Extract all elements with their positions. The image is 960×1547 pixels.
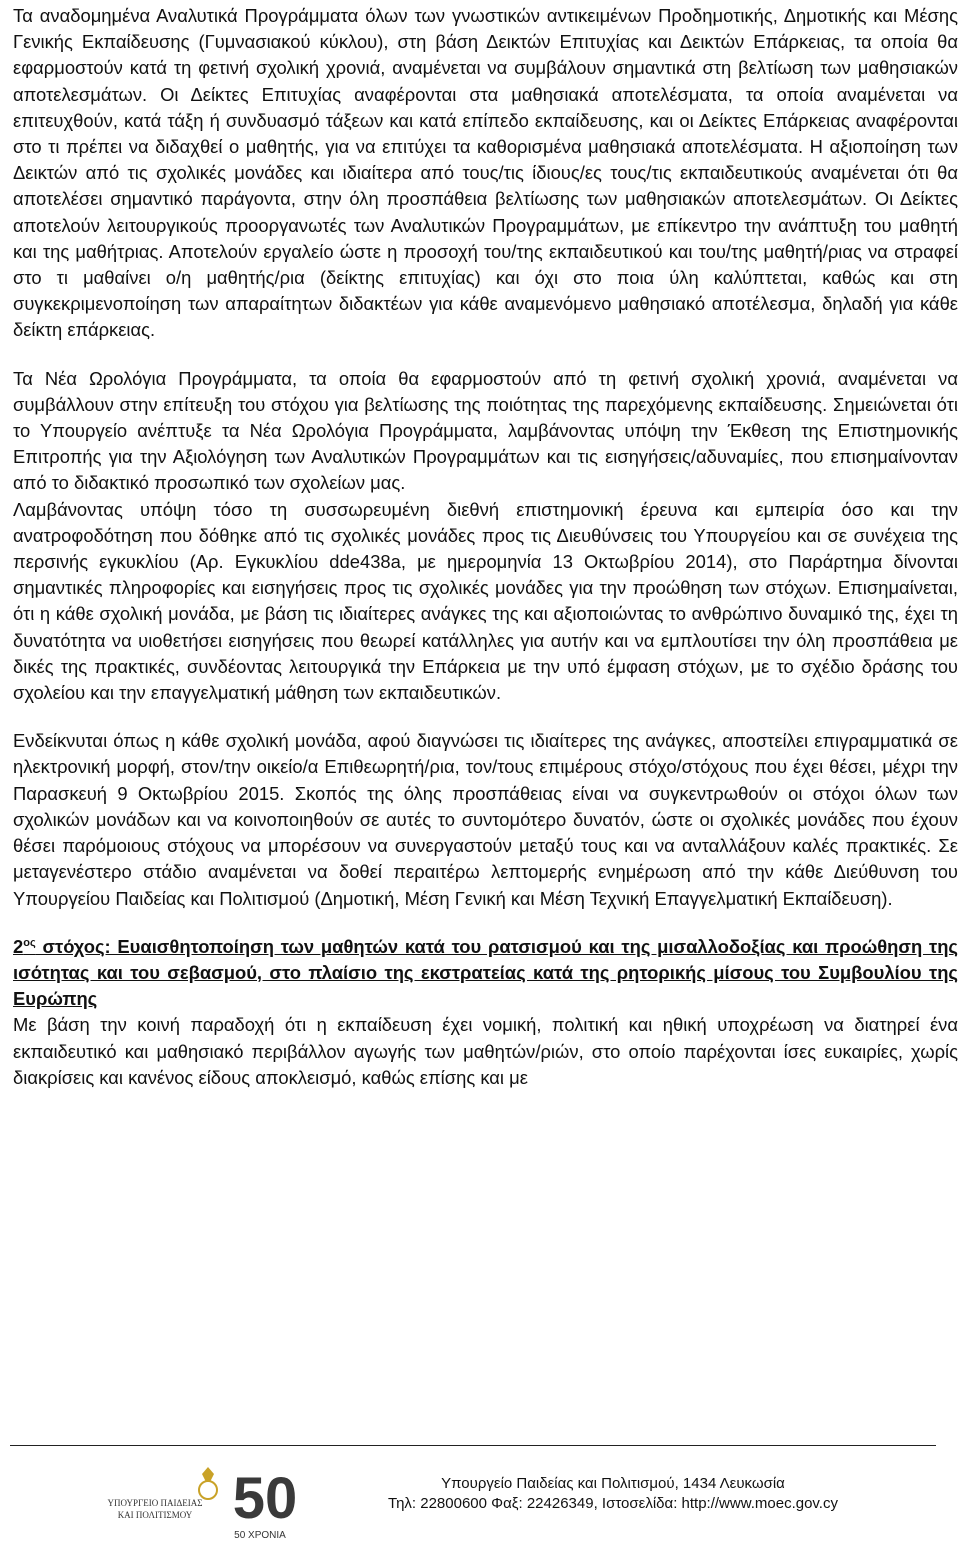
heading-ordinal: ος [23,936,36,949]
ministry-emblem-icon [90,1460,320,1542]
footer [370,1474,856,1514]
document-body [13,3,958,1091]
logo-ministry-line1: ΥΠΟΥΡΓΕΙΟ ΠΑΙΔΕΙΑΣ [107,1498,203,1508]
logo-anniversary-number: 50 [232,1466,298,1531]
footer-contact: Τηλ: 22800600 Φαξ: 22426349, Ιστοσελίδα: http://www.moec.gov.cy [388,1495,838,1512]
paragraph-feedback: Λαμβάνοντας υπόψη τόσο τη συσσωρευμένη διεθνή επιστημονική έρευνα και εμπειρία όσο και την ανατροφοδότηση που δόθηκε από τις σχολικές μονάδες προς τις Διευθύνσεις του Υπουργείου και σε συνέχεια της περσινής εγκυκλίου (Αρ. Εγκυκλίου dde438a, με ημερομηνία 13 Οκτωβρίου 2014), στο Παράρτημα δίνονται σημαντικές πληροφορίες και εισηγήσεις προς τις σχολικές μονάδες για την προώθηση των στόχων. Επισημαίνεται, ότι η κάθε σχολική μονάδα, με βάση τις ιδιαίτερες ανάγκες της και αξιοποιώντας το ανθρώπινο δυναμικό της, έχει τη δυνατότητα να υιοθετήσει εισηγήσεις που θεωρεί κατάλληλες για αυτήν και να εμπλουτίσει την όλη προσπάθεια με δικές της πρακτικές, συνδέοντας λειτουργικά την Επάρκεια με την υπό έμφαση στόχων, με το σχέδιο δράσης του σχολείου και την επαγγελματική μάθηση των εκπαιδευτικών. [13,498,958,704]
paragraph-success-indicators: Τα αναδομημένα Αναλυτικά Προγράμματα όλων των γνωστικών αντικειμένων Προδημοτικής, Δημοτικής και Μέσης Γενικής Εκπαίδευσης (Γυμνασιακού κύκλου), στη βάση Δεικτών Επιτυχίας και Δεικτών Επάρκειας, τα οποία θα εφαρμοστούν κατά τη φετινή σχολική χρονιά, αναμένεται να συμβάλουν σημαντικά στη βελτίωση των μαθησιακών αποτελεσμάτων. Οι Δείκτες Επιτυχίας αναφέρονται στα μαθησιακά αποτελέσματα, τα οποία αναμένεται να επιτευχθούν, κατά τάξη ή συνδυασμό τάξεων και κατά επίπεδο εκπαίδευσης, και οι Δείκτες Επάρκειας αναφέρονται στο τι πρέπει να διδαχθεί ο μαθητής, για να επιτύχει τα καθορισμένα μαθησιακά αποτελέσματα. Η αξιοποίηση των Δεικτών από τις σχολικές μονάδες και ιδιαίτερα από τους/τις ίδιους/ες τους/τις εκπαιδευτικούς αναμένεται ότι θα αποτελέσει σημαντικό παράγοντα, στην όλη προσπάθεια βελτίωσης των μαθησιακών αποτελεσμάτων. Οι Δείκτες αποτελούν λειτουργικούς προοργανωτές των Αναλυτικών Προγραμμάτων, με επίκεντρο την ανάπτυξη του μαθητή και της μαθήτριας. Αποτελούν εργαλείο ώστε η προσοχή του/της εκπαιδευτικού και του/της μαθητή/ριας να στραφεί στο τι μαθαίνει ο/η μαθητής/ρια (δείκτης επιτυχίας) και όχι στο ποια ύλη καλύπτεται, καθώς και στη συγκεκριμενοποίηση των απαραίτητων διδακτέων για κάθε αναμενόμενο μαθησιακό αποτέλεσμα, δηλαδή για κάθε δείκτη επάρκειας. [13,5,958,341]
ministry-logo [90,1460,320,1542]
logo-ministry-line2: ΚΑΙ ΠΟΛΙΤΙΣΜΟΥ [117,1510,193,1520]
heading-text: στόχος: Ευαισθητοποίηση των μαθητών κατά του ρατσισμού και της μισαλλοδοξίας και προώθηση της ισότητας και του σεβασμού, στο πλαίσιο της εκστρατείας κατά της ρητορικής μίσους του Συμβουλίου της Ευρώπης [13,935,958,1010]
footer-address: Υπουργείο Παιδείας και Πολιτισμού, 1434 Λευκωσία [441,1475,785,1492]
logo-anniversary-label: 50 ΧΡΟΝΙΑ [234,1530,286,1541]
emblem-ring [199,1481,217,1499]
section-heading-goal-2 [13,934,958,1013]
paragraph-new-timetables: Τα Νέα Ωρολόγια Προγράμματα, τα οποία θα εφαρμοστούν από τη φετινή σχολική χρονιά, αναμένεται να συμβάλλουν στην επίτευξη του στόχου για βελτίωσης της ποιότητας της παρεχόμενης εκπαίδευσης. Σημειώνεται ότι το Υπουργείο ανέπτυξε τα Νέα Ωρολόγια Προγράμματα, λαμβάνοντας υπόψη την Έκθεση της Επιστημονικής Επιτροπής για την Αξιολόγηση των Αναλυτικών Προγραμμάτων και τις εισηγήσεις/αδυναμίες, που επισημαίνονταν από το διδακτικό προσωπικό των σχολείων μας. [13,367,958,494]
paragraph-school-goals: Ενδείκνυται όπως η κάθε σχολική μονάδα, αφού διαγνώσει τις ιδιαίτερες της ανάγκες, αποστείλει επιγραμματικά σε ηλεκτρονική μορφή, στον/την οικείο/α Επιθεωρητή/ρια, τον/τους επιμέρους στόχο/στόχους που έχει θέσει, μέχρι την Παρασκευή 9 Οκτωβρίου 2015. Σκοπός της όλης προσπάθειας είναι να συγκεντρωθούν οι στόχοι όλων των σχολικών μονάδων και να κοινοποιηθούν σε αυτές το συντομότερο δυνατόν, ώστε οι σχολικές μονάδες που έχουν θέσει παρόμοιους στόχους να μπορέσουν να συνεργαστούν μεταξύ τους και να ανταλλάξουν καλές πρακτικές. Σε μεταγενέστερο στάδιο αναμένεται να δοθεί περαιτέρω λεπτομερής ενημέρωση από την κάθε Διεύθυνση του Υπουργείου Παιδείας και Πολιτισμού (Δημοτική, Μέση Γενική και Μέση Τεχνική Επαγγελματική Εκπαίδευση). [13,730,958,909]
footer-divider [10,1445,936,1446]
paragraph-equality: Με βάση την κοινή παραδοχή ότι η εκπαίδευση έχει νομική, πολιτική και ηθική υποχρέωση να διατηρεί ένα εκπαιδευτικό και μαθησιακό περιβάλλον αγωγής των μαθητών/ριών, στο οποίο παρέχονται ίσες ευκαιρίες, χωρίς διακρίσεις και κανένος είδους αποκλεισμό, καθώς επίσης και με [13,1014,958,1088]
heading-number: 2 [13,935,24,957]
emblem-shape [202,1467,214,1482]
